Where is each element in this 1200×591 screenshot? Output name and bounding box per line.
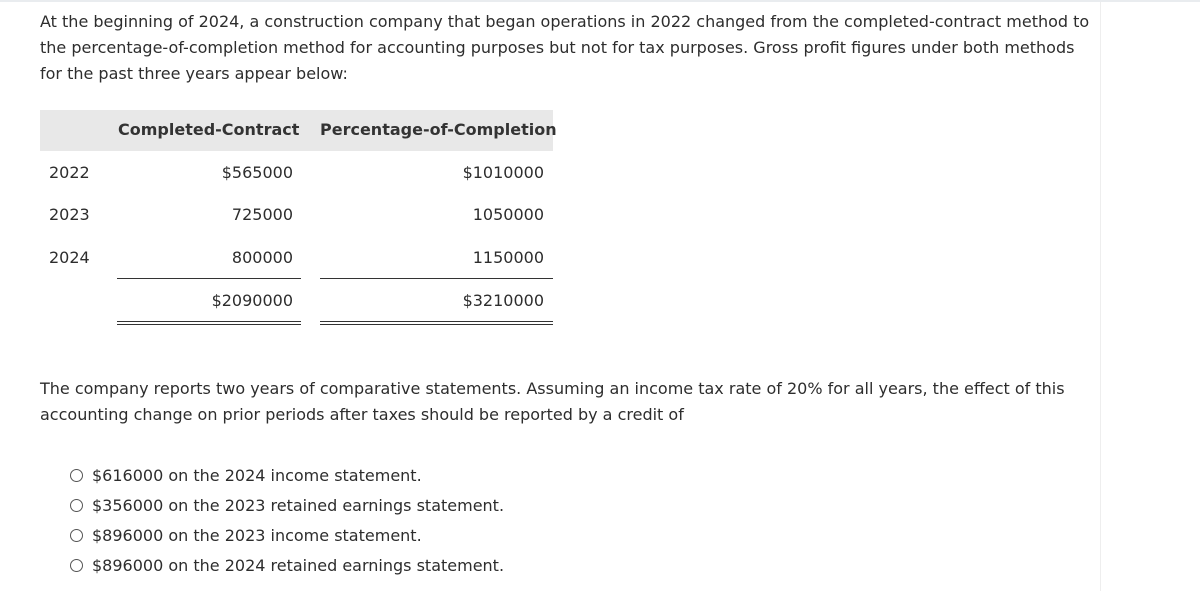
answer-option-label: $896000 on the 2024 retained earnings statement. [92,555,505,575]
subtotal-underline-cc [117,278,301,279]
answer-options [70,460,770,580]
header-percentage-of-completion: Percentage-of-Completion [320,120,557,139]
radio-icon[interactable] [70,529,83,542]
row-year: 2024 [49,248,90,267]
header-completed-contract: Completed-Contract [118,120,300,139]
question-prompt: The company reports two years of comparative statements. Assuming an income tax rate of 20% for all years, the effect of this accounting change on prior periods after taxes should be reported by a credit of [40,379,1065,424]
gross-profit-table [40,110,557,330]
row-poc-value: 1050000 [472,205,544,224]
row-poc-value: $1010000 [462,163,544,182]
total-cc: $2090000 [211,291,293,310]
radio-icon[interactable] [70,559,83,572]
answer-option-label: $896000 on the 2023 income statement. [92,525,422,545]
row-cc-value: $565000 [221,163,293,182]
answer-option-label: $356000 on the 2023 retained earnings statement. [92,495,505,515]
total-double-underline-cc [117,321,301,325]
row-poc-value: 1150000 [472,248,544,267]
answer-option[interactable] [70,490,770,520]
answer-option[interactable] [70,550,770,580]
radio-icon[interactable] [70,469,83,482]
answer-option-label: $616000 on the 2024 income statement. [92,465,422,485]
subtotal-underline-poc [320,278,553,279]
row-cc-value: 725000 [231,205,293,224]
row-year: 2023 [49,205,90,224]
row-year: 2022 [49,163,90,182]
total-double-underline-poc [320,321,553,325]
radio-icon[interactable] [70,499,83,512]
row-cc-value: 800000 [231,248,293,267]
total-poc: $3210000 [462,291,544,310]
question-intro: At the beginning of 2024, a construction company that began operations in 2022 changed from the completed-contract method to the percentage-of-completion method for accounting purposes but not for tax purposes. Gross profit figures under both methods for the past three years appear below: [40,12,1090,83]
answer-option[interactable] [70,520,770,550]
top-divider [0,0,1200,2]
answer-option[interactable] [70,460,770,490]
